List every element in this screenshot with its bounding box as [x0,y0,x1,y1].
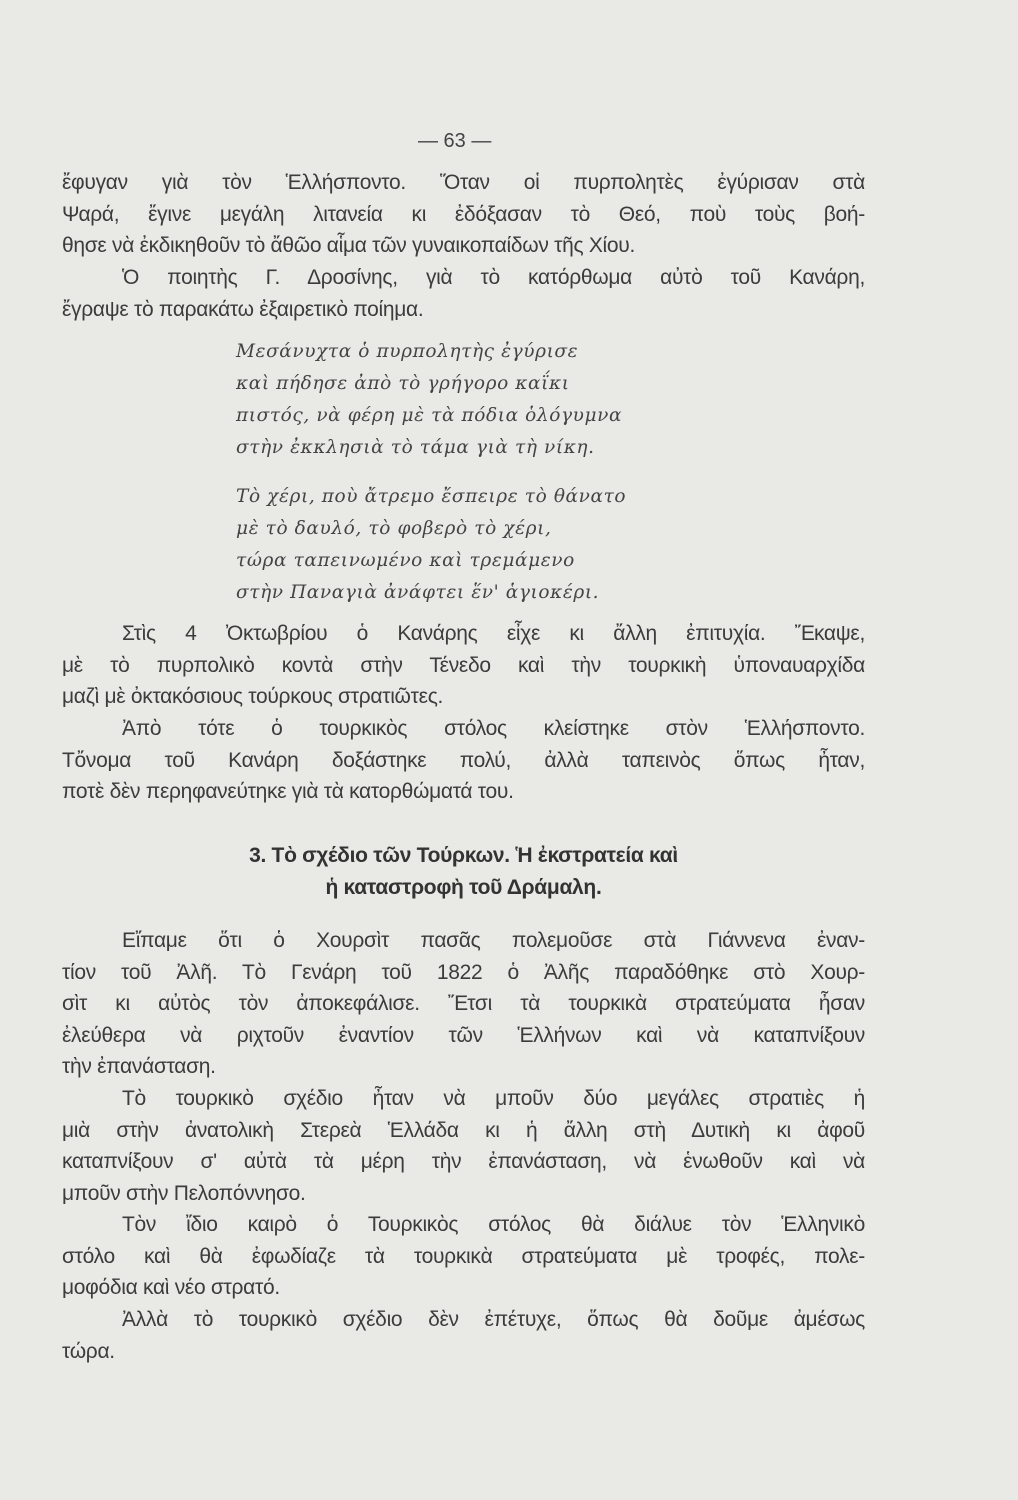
paragraph-line: τίον τοῦ Ἀλῆ. Τὸ Γενάρη τοῦ 1822 ὁ Ἀλῆς παραδόθηκε στὸ Χουρ- [62,960,865,984]
poem-line: Μεσάνυχτα ὁ πυρπολητὴς ἐγύρισε [236,341,579,362]
paragraph-line: Ἀλλὰ τὸ τουρκικὸ σχέδιο δὲν ἐπέτυχε, ὅπως θὰ δοῦμε ἀμέσως [122,1308,865,1331]
paragraph-line: τώρα. [62,1339,115,1363]
paragraph-line: ἐλεύθερα νὰ ριχτοῦν ἐναντίον τῶν Ἑλλήνων καὶ νὰ καταπνίξουν [62,1023,865,1047]
paragraph-line: θησε νὰ ἐκδικηθοῦν τὸ ἄθῶο αἷμα τῶν γυναικοπαίδων τῆς Χίου. [62,234,635,257]
paragraph-line: μαζὶ μὲ ὀκτακόσιους τούρκους στρατιῶτες. [62,685,444,708]
paragraph-line: μιὰ στὴν ἀνατολικὴ Στερεὰ Ἑλλάδα κι ἡ ἄλλη στὴ Δυτικὴ κι ἀφοῦ [62,1118,865,1142]
paragraph-line: Ἀπὸ τότε ὁ τουρκικὸς στόλος κλείστηκε στὸν Ἑλλήσποντο. [122,717,865,740]
paragraph-line: Εἴπαμε ὅτι ὁ Χουρσὶτ πασᾶς πολεμοῦσε στὰ Γιάννενα ἐναν- [122,929,865,952]
poem-line: Τὸ χέρι, ποὺ ἄτρεμο ἔσπειρε τὸ θάνατο [236,486,627,507]
paragraph-line: μὲ τὸ πυρπολικὸ κοντὰ στὴν Τένεδο καὶ τὴν τουρκικὴ ὑποναυαρχίδα [62,653,865,677]
paragraph-line: μποῦν στὴν Πελοπόννησο. [62,1181,306,1205]
paragraph-line: σὶτ κι αὐτὸς τὸν ἀποκεφάλισε. Ἔτσι τὰ τουρκικὰ στρατεύματα ἦσαν [62,992,865,1015]
poem-line: μὲ τὸ δαυλό, τὸ φοβερὸ τὸ χέρι, [236,518,552,539]
paragraph-line: Ὁ ποιητὴς Γ. Δροσίνης, γιὰ τὸ κατόρθωμα αὐτὸ τοῦ Κανάρη, [122,266,865,289]
paragraph-line: ποτὲ δὲν περηφανεύτηκε γιὰ τὰ κατορθώματά του. [62,780,514,803]
poem-line: τώρα ταπεινωμένο καὶ τρεμάμενο [236,550,575,571]
paragraph-line: Στὶς 4 Ὀκτωβρίου ὁ Κανάρης εἶχε κι ἄλλη ἐπιτυχία. Ἔκαψε, [122,622,865,645]
poem-line: πιστός, νὰ φέρη μὲ τὰ πόδια ὁλόγυμνα [236,405,623,426]
paragraph-line: τὴν ἐπανάσταση. [62,1055,216,1078]
paragraph-line: Τὸν ἴδιο καιρὸ ὁ Τουρκικὸς στόλος θὰ διάλυε τὸν Ἑλληνικὸ [122,1213,865,1236]
page-number: — 63 — [418,130,492,152]
paragraph-line: στόλο καὶ θὰ ἐφωδίαζε τὰ τουρκικὰ στρατεύματα μὲ τροφές, πολε- [62,1244,865,1268]
paragraph-line: ἔγραψε τὸ παρακάτω ἐξαιρετικὸ ποίημα. [62,297,424,321]
paragraph-line: Τὸ τουρκικὸ σχέδιο ἦταν νὰ μποῦν δύο μεγάλες στρατιὲς ἡ [122,1087,865,1110]
poem-line: στὴν ἐκκλησιὰ τὸ τάμα γιὰ τὴ νίκη. [236,437,595,458]
paragraph-line: Τὄνομα τοῦ Κανάρη δοξάστηκε πολύ, ἀλλὰ ταπεινὸς ὅπως ἦταν, [62,748,865,772]
section-heading: 3. Τὸ σχέδιο τῶν Τούρκων. Ἡ ἐκστρατεία καὶ [249,844,678,867]
poem-line: στὴν Παναγιὰ ἀνάφτει ἕν' ἁγιοκέρι. [236,582,600,603]
paragraph-line: ἔφυγαν γιὰ τὸν Ἑλλήσποντο. Ὅταν οἱ πυρπολητὲς ἐγύρισαν στὰ [62,171,865,194]
section-heading: ἡ καταστροφὴ τοῦ Δράμαλη. [325,875,602,899]
paragraph-line: μοφόδια καὶ νέο στρατό. [62,1276,280,1299]
paragraph-line: Ψαρά, ἔγινε μεγάλη λιτανεία κι ἐδόξασαν τὸ Θεό, ποὺ τοὺς βοή- [62,202,865,226]
poem-line: καὶ πήδησε ἀπὸ τὸ γρήγορο καΐκι [236,373,570,394]
paragraph-line: καταπνίξουν σ' αὐτὰ τὰ μέρη τὴν ἐπανάσταση, νὰ ἑνωθοῦν καὶ νὰ [62,1150,865,1173]
